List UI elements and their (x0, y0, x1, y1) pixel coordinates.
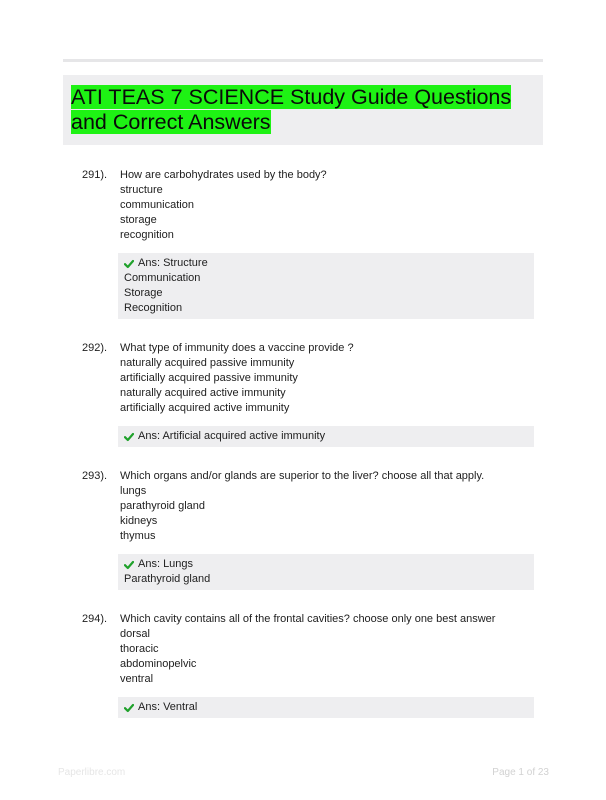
option: recognition (120, 229, 174, 241)
answer-text: Parathyroid gland (124, 573, 211, 585)
check-icon (124, 432, 134, 442)
option: ventral (120, 673, 154, 685)
answer-box-291 (118, 253, 534, 319)
option: artificially acquired active immunity (120, 402, 290, 414)
question-text: Which organs and/or glands are superior to the liver? choose all that apply. (120, 470, 485, 482)
title-banner (63, 75, 543, 145)
option: kidneys (120, 515, 158, 527)
option: naturally acquired passive immunity (120, 357, 295, 369)
option: artificially acquired passive immunity (120, 372, 298, 384)
question-number: 294). (82, 613, 108, 625)
answer-box-292 (118, 426, 534, 447)
answer-box-294 (118, 697, 534, 718)
option: structure (120, 184, 163, 196)
answer-text: Ans: Artificial acquired active immunity (138, 430, 326, 442)
option: lungs (120, 485, 147, 497)
watermark: Paperlibre.com (58, 767, 126, 778)
check-icon (124, 259, 134, 269)
question-number: 292). (82, 342, 108, 354)
option: storage (120, 214, 157, 226)
top-divider (63, 59, 543, 62)
answer-text: Storage (124, 287, 163, 299)
check-icon (124, 560, 134, 570)
question-text: Which cavity contains all of the frontal cavities? choose only one best answer (120, 613, 496, 625)
page-number: Page 1 of 23 (492, 767, 549, 778)
option: thymus (120, 530, 156, 542)
option: abdominopelvic (120, 658, 197, 670)
question-number: 293). (82, 470, 108, 482)
option: parathyroid gland (120, 500, 206, 512)
answer-text: Ans: Ventral (138, 701, 198, 713)
option: communication (120, 199, 194, 211)
answer-box-293 (118, 554, 534, 590)
answer-text: Ans: Structure (138, 257, 208, 269)
answer-text: Ans: Lungs (138, 558, 194, 570)
answer-text: Communication (124, 272, 201, 284)
page-title: ATI TEAS 7 SCIENCE Study Guide Questions and Correct Answers (71, 85, 512, 134)
option: thoracic (120, 643, 159, 655)
question-number: 291). (82, 169, 108, 181)
answer-text: Recognition (124, 302, 183, 314)
option: naturally acquired active immunity (120, 387, 286, 399)
question-text: What type of immunity does a vaccine provide ? (120, 342, 354, 354)
check-icon (124, 703, 134, 713)
option: dorsal (120, 628, 150, 640)
question-text: How are carbohydrates used by the body? (120, 169, 327, 181)
